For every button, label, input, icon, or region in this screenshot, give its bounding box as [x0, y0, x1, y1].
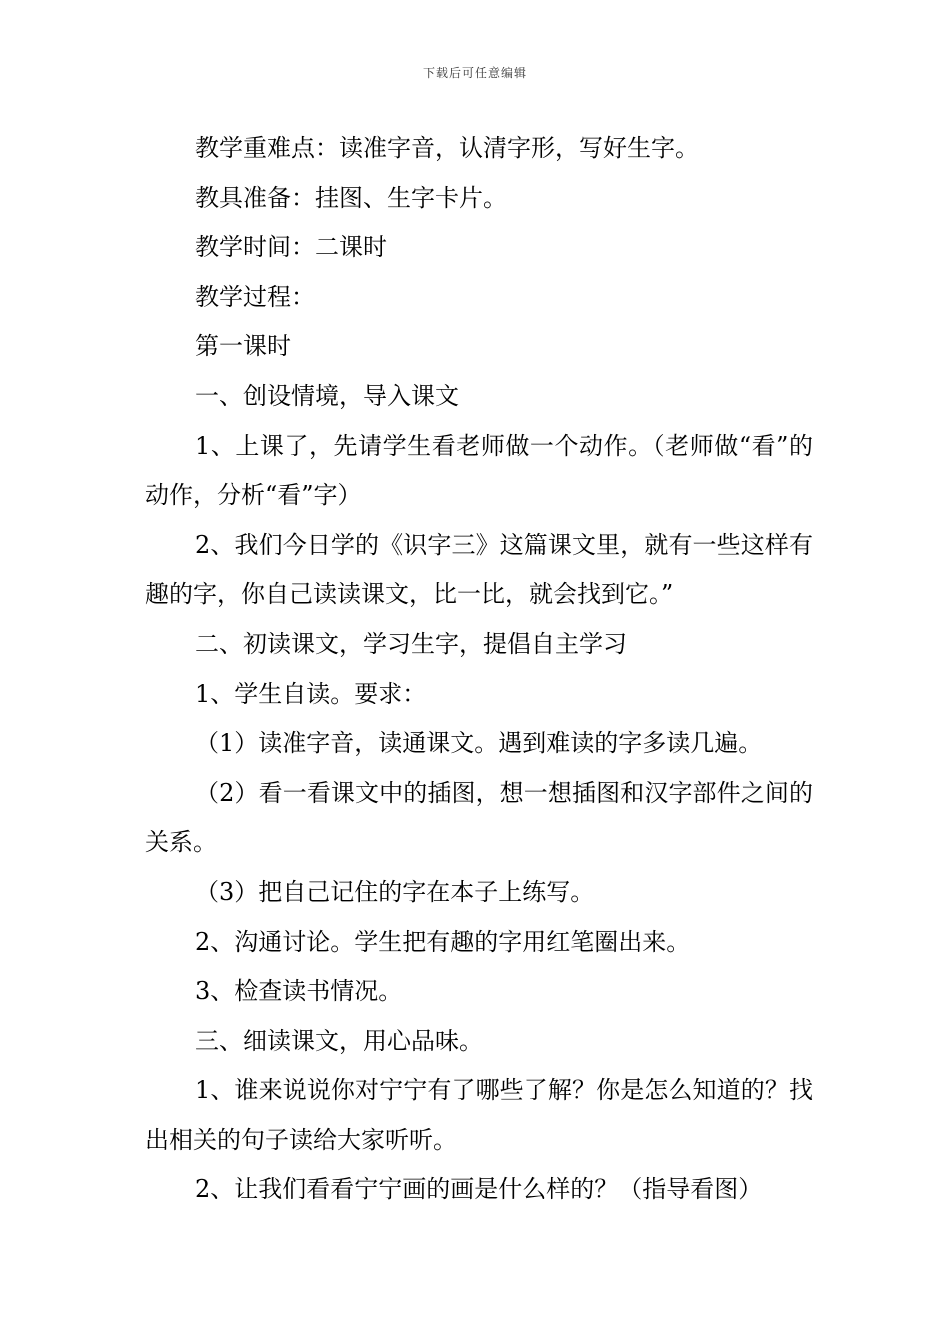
paragraph: 2、让我们看看宁宁画的画是什么样的？（指导看图）: [195, 1175, 763, 1204]
paragraph: 三、细读课文，用心品味。: [195, 1026, 483, 1055]
paragraph: 1、上课了，先请学生看老师做一个动作。（老师做“看”的动作，分析“看”字）: [145, 431, 813, 510]
paragraph: 2、我们今日学的《识字三》这篇课文里，就有一些这样有趣的字，你自己读读课文，比一比，就会找到它。”: [145, 530, 813, 609]
paragraph: （2）看一看课文中的插图，想一想插图和汉字部件之间的关系。: [145, 778, 813, 857]
paragraph: 1、学生自读。要求：: [195, 679, 427, 708]
paragraph: 一、创设情境，导入课文: [195, 381, 459, 410]
paragraph: 教学时间：二课时: [195, 233, 387, 262]
paragraph: 教具准备：挂图、生字卡片。: [195, 183, 507, 212]
paragraph: （1）读准字音，读通课文。遇到难读的字多读几遍。: [195, 729, 763, 758]
paragraph: 二、初读课文，学习生字，提倡自主学习: [195, 629, 627, 658]
paragraph: 教学重难点：读准字音，认清字形，写好生字。: [195, 134, 699, 162]
paragraph: 教学过程：: [195, 282, 315, 311]
paragraph: 3、检查读书情况。: [195, 977, 403, 1006]
document-body: [145, 124, 813, 1215]
paragraph: 1、谁来说说你对宁宁有了哪些了解？你是怎么知道的？找出相关的句子读给大家听听。: [145, 1076, 813, 1154]
paragraph: 第一课时: [195, 332, 291, 361]
paragraph: 2、沟通讨论。学生把有趣的字用红笔圈出来。: [195, 927, 691, 956]
paragraph: （3）把自己记住的字在本子上练写。: [195, 877, 595, 906]
page-header: 下载后可任意编辑: [422, 66, 527, 80]
